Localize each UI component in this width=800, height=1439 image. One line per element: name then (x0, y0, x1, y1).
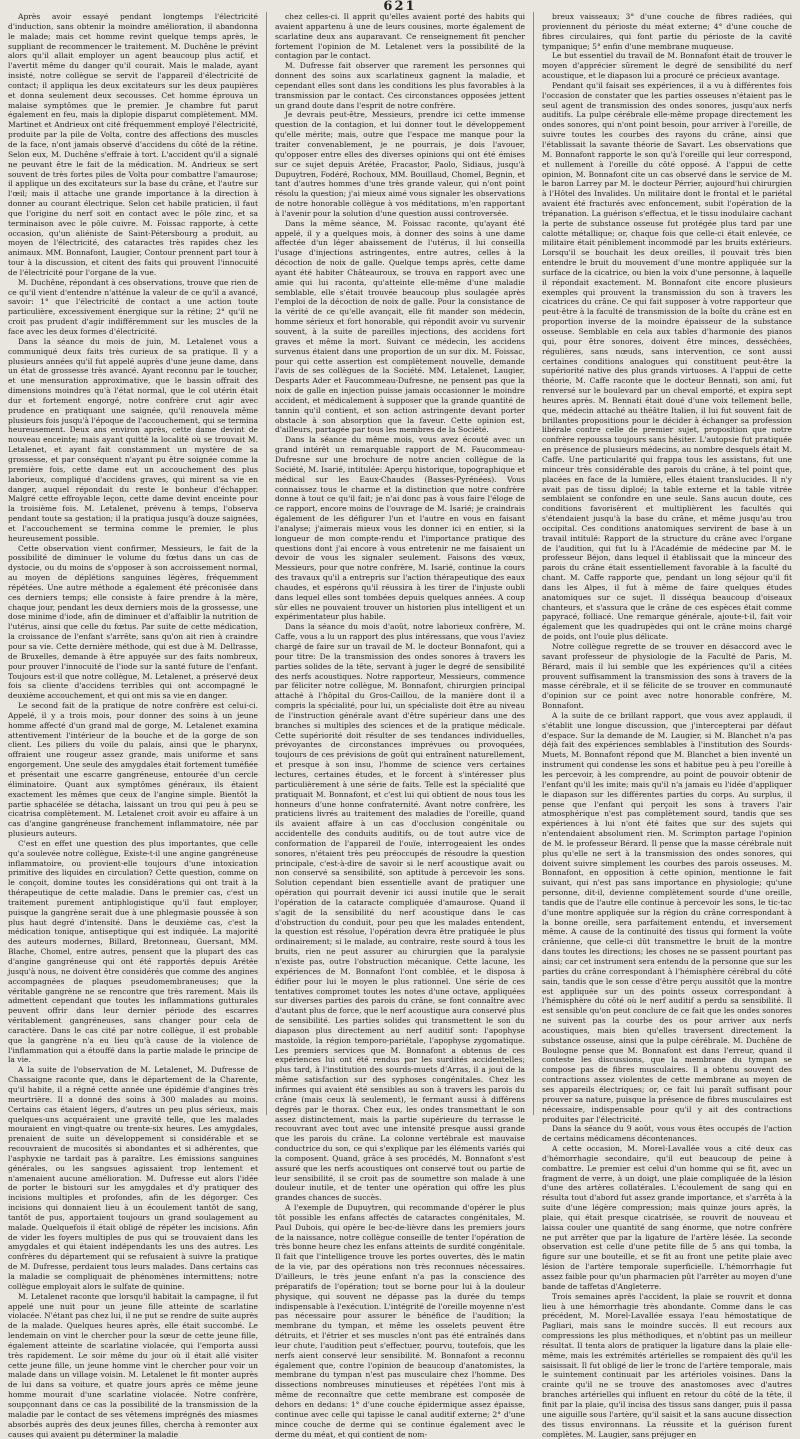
paragraph: Dans la même séance, M. Foissac raconte, qu'ayant été appelé, il y a quelques mois, à donner des soins à une dame affectée d'un léger abaissement de l'utérus, il lui conseilla l'usage d'injections astringentes, entre autres, celles à la décoction de noix de galle. Quelque temps après, cette dame ayant été habiter Châteauroux, se trouva en rapport avec une amie qui lui raconta, qu'atteinte elle-même d'une maladie semblable, elle s'était trouvée beaucoup plus soulagée après l'emploi de la décoction de noix de galle. Pour la consistance de la vérité de ce qu'elle avançait, elle fit mander son médecin, homme sérieux et fort honorable, qui répondit avoir vu survenir souvent, à la suite de pareilles injections, des accidens fort graves et même la mort. Suivant ce médecin, les accidens survenus étaient dans une proportion de un sur dix. M. Foissac, pour qui cette assertion est complètement nouvelle, demande l'avis de ses collègues de la Société. MM. Letalenet, Laugier, Desparts Ader et Faucommeau-Dufresne, ne pensent pas que la noix de galle en injection puisse jamais occasionner le moindre accident, et médicalement à supposer que la grande quantité de tannin qu'il contient, et son action astringente devant porter obstacle à son absorption que la faveur. Cette opinion est, d'ailleurs, partagée par tous les membres de la Société. (275, 218, 525, 435)
paragraph: C'est en effet une question des plus importantes, que celle qu'a soulevée notre collègue, Existe-t-il une angine gangréneuse inflammatoire, ou provient-elle toujours d'une intoxication primitive des liquides en circulation? Cette question, comme on le conçoit, domine toutes les considérations qui ont trait à la thérapeutique de cette maladie. Dans le premier cas, c'est un traitement purement antiphlogistique qu'il faut employer, puisque la gangrène serait due à une phlegmasie poussée à son plus haut degré d'intensité. Dans le deuxième cas, c'est la médication tonique, antiseptique qui est indiquée. La majorité des auteurs modernes, Billard, Bretonneau, Guersant, MM. Blache, Chomel, entre autres, pensent que la plupart des cas d'angine gangréneuse qui ont été rapportés depuis Arétée jusqu'à nous, ne doivent être considérés que comme des angines accompagnées de plaques pseudomembraneuses; que la véritable gangrène ne se rencontre que très rarement. Mais ils admettent cependant que toutes les inflammations gutturales peuvent offrir dans leur dernier période des escarres véritablement gangréneuses, sans changer pour cela de caractère. Dans le cas cité par notre collègue, il est probable que la gangrène n'a eu lieu qu'à cause de la violence de l'inflammation qui a étouffé dans la partie malade le principe de la vie. (8, 838, 258, 1065)
column-3 (542, 12, 793, 1439)
paragraph: Après avoir essayé pendant longtemps l'électricité d'induction, sans obtenir la moindre amélioration, il abandonna le malade; mais cet homme revint quelque temps après, le suppliant de recommencer le traitement. M. Duchêne le prévint alors qu'il allait employer un agent beaucoup plus actif, et l'avertit même du danger qu'il courait. Mais le malade, ayant insisté, notre collègue se servit de l'appareil d'électricité de contact; il appliqua les deux excitateurs sur les deux paupières et donna seulement deux secousses. Cet homme éprouva un malaise symptômes que le premier. Je chambre fut parut également en feu, mais la diplopie disparut complètement. MM. Martinet et Andrieux ont cité fréquemment employé l'électricité, produite par la pile de Volta, contre des affections des muscles de la face, n'ont jamais observé d'accidens du côté de la rétine. Selon eux, M. Duchêne s'effraie à tort. L'accident qu'il a signalé ne peuvant être le fait de la médication. M. Andrieux se sert souvent de très fortes piles de Volta pour combattre l'amaurose; il applique un des excitateurs sur la base du crâne, et l'autre sur l'œil; mais il attache une grande importance à la direction à donner au courant électrique. Selon cet habile praticien, il faut que l'origine du nerf soit en contact avec le pôle zinc, et sa terminaison avec le pôle cuivre. M. Foissac rapporte, à cette occasion, qu'un aliéniste de Saint-Pétersbourg a produit, au moyen de l'électricité, des cataractes très rapides chez les animaux. MM. Bonnafont, Laugier, Contour prennent part tour à tour à la discussion, et citent des faits qui prouvent l'innocuité de l'électricité pour l'organe de la vue. (8, 12, 258, 277)
paragraph: Dans la séance du même mois, vous avez écouté avec un grand intérêt un remarquable rapport de M. Faucommeau-Dufresne sur une brochure de notre ancien collègue de la Société, M. Isarié, intitulée: Aperçu historique, topographique et médical sur les Eaux-Chaudes (Basses-Pyrénées). Vous connaissez tous le charme et la distinction que notre confrère donne à tout ce qu'il fait; je n'ai donc pas à vous faire l'éloge de ce rapport, encore moins de l'ouvrage de M. Isarié; je craindrais également de les défigurer l'un et l'autre en vous en faisant l'analyse; j'aimerais mieux vous les donner ici en entier, si la longueur de mon compte-rendu et l'importance pratique des questions dont j'ai encore à vous entretenir ne me faisaient un devoir de vous les signaler seulement. Faisons des vœux, Messieurs, pour que notre confrère, M. Isarié, continue la cours des travaux qu'il a entrepris sur l'action thérapeutique des eaux chaudes, et espérons qu'il réussira à les tirer de l'injuste oubli dans lequel elles sont tombées depuis quelques années. A coup sûr elles ne pouvaient trouver un historien plus intelligent et un expérimentateur plus habile. (275, 435, 525, 622)
paragraph: Dans la séance du mois de juin, M. Letalenet vous a communiqué deux faits très curieux de sa pratique. Il y a plusieurs années qu'il fut appelé auprès d'une jeune dame, dans un état de grossesse très avancé. Ayant reconnu par le toucher, et une mensuration approximative, que le bassin offrait des dimensions moindres qu'à l'état normal, que le col utérin était dur et fortement engorgé, notre confrère crut agir avec prudence en pratiquant une saignée, qu'il renouvela même plusieurs fois jusqu'à l'époque de l'accouchement, qui se termina heureusement. Deux ans environ après, cette dame devint de nouveau enceinte; mais ayant quitté la localité où se trouvait M. Letalenet, et ayant fait constamment un mystère de sa grossesse, et par conséquent n'ayant pu être soignée comme la première fois, cette dame eut un accouchement des plus laborieux, compliqué d'accidens graves, qui mirent sa vie en danger, auquel répondait du reste le bonheur d'échapper. Malgré cette effroyable leçon, cette dame devint enceinte pour la troisième fois. M. Letalenet, prévenu à temps, l'observa pendant toute sa gestation; il la pratiqua jusqu'à douze saignées, et l'accouchement se termina comme le premier, le plus heureusement possible. (8, 336, 258, 543)
text-columns (8, 12, 793, 1439)
paragraph: M. Dufresse fait observer que rarement les personnes qui donnent des soins aux scarlatineux gagnent la maladie, et cependant elles sont dans les conditions les plus favorables à la transmission par le contact. Ces circonstances opposées jettent un grand doute dans l'esprit de notre confrère. (275, 61, 525, 110)
paragraph: Je devrais peut-être, Messieurs, prendre ici cette immense question de la contagion, et lui donner tout le développement qu'elle mérite; mais, outre que l'espace me manque pour la traiter convenablement, je ne pourrais, je dois l'avouer, qu'opposer entre elles des diverses opinions qui ont été émises sur ce sujet depuis Arétée, Fracastor, Paolo, Sidiaus, jusqu'à Dupuytren, Fodéré, Rochoux, MM. Bouillaud, Chomel, Begnin, et tant d'autres hommes d'une très grande valeur, qui n'ont point résolu la question; j'ai mieux aimé vous signaler les observations de notre honorable collègue à vos méditations, m'en rapportant à l'avenir pour la solution d'une question aussi controversée. (275, 110, 525, 218)
paragraph: Dans la séance du 9 août, vous vous êtes occupés de l'action de certains médicamens décontenances. (542, 1124, 792, 1144)
paragraph: A l'exemple de Dupuytren, qui recommande d'opérer le plus tôt possible les enfans affectés de cataractes congénitales, M. Paul Dubois, qui opère le bec-de-lièvre dans les premiers jours de la naissance, notre collègue conseille de tenter l'opération de très bonne heure chez les enfans atteints de surdité congénitale. Il fait que l'intelligence trouve les portes ouvertes, dès le matin de la vie, par des opérations non très reconnues nécessaires. D'ailleurs, le très jeune enfant n'a pas la conscience des préparatifs de l'opération; tout se borne pour lui à la douleur physique, qui souvent ne dépasse pas la durée du temps indispensable à l'exécution. L'intégrité de l'oreille moyenne n'est pas nécessaire pour assurer le bénéfice de l'audition; la membrane du tympan, et même les osselets peuvent être détruits, et l'étrier et ses muscles n'ont pas été entraînés dans leur chute, l'audition peut s'effectuer, pourvu, toutefois, que les nerfs aient conservé leur sensibilité. M. Bonnafont a reconnu également que, contre l'opinion de beaucoup d'anatomistes, la membrane du tympan n'est pas musculaire chez l'homme. Des dissections nombreuses minutieuses et répétées l'ont mis à même de reconnaître que cette membrane est composée de dehors en dedans: 1° d'une couche épidermique assez épaisse, continue avec celle qui tapisse le canal auditif externe; 2° d'une mince couche de derme qui se continue également avec le derme du méat, et qui contient de nom- (275, 1203, 525, 1439)
paragraph: Trois semaines après l'accident, la plaie se rouvrit et donna lieu à une hémorrhagie très abondante. Comme dans le cas précédent, M. Morel-Lavallée essaya l'eau hémostatique de Pagliari, mais sans le moindre succès. Il eut recours aux compressions les plus méthodiques, et n'obtint pas un meilleur résultat. Il tenta alors de pratiquer la ligature dans la plaie elle-même, mais les extrémités artérielles se rompaient dès qu'il les saisissait. Il fut obligé de lier le tronc de l'artère temporale, mais le suintement continuait par les artérioles voisines. Dans la crainte qu'il ne se trouve des anastomoses avec d'autres branches artérielles qui influent en retour du côté de la tête, il finit par la plaie, qu'il incisa des tissus sans danger, puis il passa une aiguille sous l'artère, qu'il saisit et la sans aucune dissection des tissus environnans. La réussite et la guérison furent complètes. M. Laugier, sans préjuger en (542, 1291, 792, 1439)
column-divider (266, 12, 267, 1115)
paragraph: M. Duchêne, répondant à ces observations, trouve que rien de ce qu'il vient d'entendre n'atténue la valeur de ce qu'il a avancé, savoir: 1° que l'électricité de contact a une action toute particulière, excessivement énergique sur la rétine; 2° qu'il ne croit pas prudent d'agir indifféremment sur les muscles de la face avec les deux formes d'électricité. (8, 277, 258, 336)
column-2 (275, 12, 525, 1439)
page-number: 621 (383, 0, 417, 14)
paragraph: M. Letalenet raconte que lorsqu'il habitait la campagne, il fut appelé une nuit pour un jeune fille atteinte de scarlatine violacée. N'étant pas chez lui, il ne put se rendre de suite auprès de la malade. Quelques heures après, elle était succombé. Le lendemain on vint le chercher pour la sœur de cette jeune fille, également atteinte de scarlatine violacée, qui l'emporta aussi très rapidement. Le soir même du jour où il était allé visiter cette jeune fille, un jeune homme vint le chercher pour voir un malade dans un village voisin. M. Letalenet le fit monter auprès de lui dans sa voiture, et quatre jours après ce même jeune homme mourait d'une scarlatine violacée. Notre confrère, soupçonnant dans ce cas la possibilité de la transmission de la maladie par le contact de ses vêtemens imprégnés des miasmes absorbés auprès des deux jeunes filles, chercha à remonter aux causes qui avaient pu déterminer la maladie (8, 1291, 258, 1439)
column-1 (8, 12, 258, 1439)
paragraph: Cette observation vient confirmer, Messieurs, le fait de la possibilité de diminuer le volume du fœtus dans un cas de dystocie, ou du moins de s'opposer à son accroissement normal, au moyen de déplétions sanguines légères, fréquemment répétées. Une autre méthode a également été préconisée dans ces derniers temps; elle consiste à faire prendre à la mère, chaque jour, pendant les deux derniers mois de la grossesse, une dose minime d'iode, afin de diminuer et d'affaiblir la nutrition de l'utérus, ainsi que celle du fœtus. Par suite de cette médication, la croissance de l'enfant s'arrête, sans qu'on ait rien à craindre pour sa vie. Cette dernière méthode, qui est due à M. Dellrasse, de Bruxelles, demande à être appuyée sur des faits nombreux, pour prouver l'innocuité de l'iode sur la santé future de l'enfant. Toujours est-il que notre collègue, M. Letalenet, a préservé deux fois sa cliente d'accidens terribles qui ont accompagné le deuxième accouchement, et qui ont mis sa vie en danger. (8, 543, 258, 701)
paragraph: Le second fait de la pratique de notre confrère est celui-ci. Appelé, il y a trois mois, pour donner des soins à un jeune homme affecté d'un grand mal de gorge, M. Letalenet examina attentivement l'intérieur de la bouche et de la gorge de son client. Les piliers du voile du palais, ainsi que le pharynx, offraient une rougeur assez grande, mais uniforme et sans engorgement. Une seule des amygdales était fortement tuméfiée et présentait une escarre gangréneuse, entourée d'un cercle éliminatoire. Quant aux symptômes généraux, ils étaient exactement les mêmes que ceux de l'angine simple. Bientôt la partie sphacélée se détacha, laissant un trou qui peu à peu se cicatrisa complètement. M. Letalenet croit avoir eu affaire à un cas d'angine gangréneuse franchement inflammatoire, née par plusieurs auteurs. (8, 701, 258, 839)
column-divider (533, 12, 534, 1115)
paragraph: A la suite de l'observation de M. Letalenet, M. Dufresse de Chassaigne raconte que, dans le département de la Charente, qu'il habite, il a régné cette année une épidémie d'angines très meurtrière. Il a donné des soins à 300 malades au moins. Certains cas étaient légers, d'autres un peu plus sérieux, mais quelques-uns acquéraient une gravité telle, que les malades mouraient en vingt-quatre ou trente-six heures. Les amygdales, prenaient de suite un développement si considérable et se recouvraient de mucosités si abondantes et si adhérentes, que l'asphyxie ne tardait pas à paraître. Les émissions sanguines générales, ou les sangsues agissaient trop lentement et n'amenaient aucune amélioration. M. Dufresse eut alors l'idée de porter le bistouri sur les amygdales et d'y pratiquer des incisions multiples et profondes, afin de les dégorger. Ces incisions qui donnaient lieu à un écoulement tantôt de sang, tantôt de pus, apportaient toujours un grand soulagement au malade. Quelquefois il était obligé de répéter les incisions. Afin de vider les foyers multiples de pus qui se trouvaient dans les amygdales et qui étaient indépendants les uns des autres. Les confrères du département qui se refusaient à suivre la pratique de M. Dufresse, perdaient tous leurs malades. Dans certains cas la maladie se compliquait de phénomènes intermittens; notre collègue employait alors le sulfate de quinine. (8, 1065, 258, 1291)
paragraph: chez celles-ci. Il apprit qu'elles avaient porté des habits qui avaient appartenu à une de leurs cousines, morte également de scarlatine deux ans auparavant. Ce renseignement fit pencher fortement l'opinion de M. Letalenet vers la possibilité de la contagion par le contact. (275, 12, 525, 61)
paragraph: Le but essentiel du travail de M. Bonnafont était de trouver le moyen d'apprécier sûrement le degré de sensibilité du nerf acoustique, et le diapason lui a procuré ce précieux avantage. (542, 51, 792, 81)
paragraph: A cette occasion, M. Morel-Lavallée vous a cité deux cas d'hémorrhagie secondaire, qu'il eut beaucoup de peine à combattre. Le premier est celui d'un homme qui se fit, avec un fragment de verre, à un doigt, une plaie compliquée de la lésion d'une des artères collatérales. L'écoulement de sang qui en résulta tout d'abord fut assez grande importance, et s'arrêta à la suite d'une légère compression; mais quinze jours après, la plaie, qui était presque cicatrisée, se rouvrit de nouveau et laissa couler une quantité de sang énorme, que notre confrère ne put arrêter que par la ligature de l'artère lésée. La seconde observation est celle d'une petite fille de 5 ans qui tomba, la figure sur une bouteille, et se fit au front une petite plaie avec lésion de l'artère temporale superficielle. L'hémorrhagie fut assez faible pour qu'un pharmacien pût l'arrêter au moyen d'une bande de taffetas d'Angleterre. (542, 1144, 792, 1291)
paragraph: Pendant qu'il faisait ses expériences, il a vu à différentes fois l'occasion de constater que les parties osseuses n'étaient pas le seul agent de transmission des ondes sonores, jusqu'aux nerfs auditifs. La pulpe cérébrale elle-même propage directement les ondes sonores, qui n'ont point besoin, pour arriver à l'oreille, de suivre toutes les courbes des rayons du crâne, ainsi que l'établissait la savante théorie de Savart. Les observations que M. Bonnafont rapporte le son qu'à l'oreille qui leur correspond, et nullement à l'oreille du côté opposé. A l'appui de cette opinion, M. Bonnafont cite un cas observé dans le service de M. le baron Larrey par M. le docteur Pérrier, aujourd'hui chirurgien à l'Hôtel des Invalides. Un militaire dont le frontal et le pariétal avaient été fracturés avec enfoncement, subit l'opération de la trépanation. La guérison s'effectua, et le tissu inodulaire cachant la perte de substance osseuse fut protégée plus tard par une calotte métallique; or, chaque fois que celle-ci était enlevée, ce militaire était péniblement incommodé par les bruits extérieurs. Lorsqu'il se bouchait les deux oreilles, il pouvait très bien entendre le bruit du mouvement d'une montre appliquée sur la surface de la cicatrice, ou bien la voix d'une personne, à laquelle il répondait exactement. M. Bonnafont cite encore plusieurs exemples qui prouvent la transmission du son à travers les cicatrices du crâne. Ce qui fait supposer à votre rapporteur que peut-être à la faculté de transmission de la boîte du crâne est en proportion inverse de la moindre épaisseur de la substance osseuse. Semblable en cela aux tables d'harmonie des pianos qui, pour être sonores, doivent être minces, desséchées, régulières, sans nœuds, sans intervention, ce sont aussi certaines conditions analogues qui constituent peut-être la supériorité native des plus grands virtuoses. A l'appui de cette théorie, M. Caffe raconte que le docteur Bennati, son ami, fut renversé sur le boulevard par un cheval emporté, et expira sept heures après. M. Bennati était doué d'une voix tellement belle, que, médecin attaché au théâtre Italien, il lui fut souvent fait de brillantes propositions pour le décider à échanger sa profession libérale contre celle de premier sujet, proposition que notre confrère repoussa toujours sans hésiter. L'autopsie fut pratiquée en présence de plusieurs médecins, au nombre desquels était M. Caffe. Une particularité qui frappa tous les assistans, fut une minceur très considérable des parois du crâne, à tel point que, placées en face de la lumière, elles étaient translucides. Il n'y avait pas de tissu diploé; la table externe et la table vitrée semblaient se confondre en une seule. Sans aucun doute, ces conditions favorisèrent et multiplièrent les facultés qui s'étendaient jusqu'à la base du crâne, et même jusqu'au trou occipital. Ces conditions anatomiques servirent de base à un travail intitulé: Rapport de la structure du crâne avec l'organe de l'audition, qui fut lu à l'Académie de médecine par M. le professeur Béjon, dans lequel il établissait que la minceur des parois du crâne était essentiellement favorable à la faculté du chant. M. Caffe rapporte que, pendant un long séjour qu'il fit dans les Alpes, il fut à même de faire quelques études anatomiques sur ce sujet. Il disséqua beaucoup d'oiseaux chanteurs, et s'assura que le crâne de ces espèces était comme papyracé, folliacé. Une remarque générale, ajoute-t-il, fait voir également que les quadrupèdes qui ont le crâne moins chargé de poids, ont l'ouïe plus délicate. (542, 80, 793, 642)
paragraph: Dans la séance du mois d'août, notre laborieux confrère, M. Caffe, vous a lu un rapport des plus intéressans, que vous l'aviez chargé de faire sur un travail de M. le docteur Bonnafont, qui a pour titre: De la transmission des ondes sonores à travers les parties solides de la tête, servant à juger le degré de sensibilité des nerfs acoustiques. Notre rapporteur, Messieurs, commence par féliciter notre collègue, M. Bonnafont, chirurgien principal attaché à l'hôpital du Gros-Caillou, de la manière dont il a compris la spécialité, pour lui, un spécialiste doit être au niveau de l'instruction générale avant d'être supérieur dans une des branches si multiples des sciences et de la pratique médicale. Cette supériorité doit résulter de ses tendances individuelles, prévoyantes de circonstances imprévues ou provoquées, toujours de ces prévisions de goût qui entraînent naturellement, et presque à son insu, l'homme de science vers certaines lectures, certaines études, et le forcent à s'intéresser plus particulièrement à une série de faits. Telle est la spécialité que pratiquait M. Bonnafont, et c'est lui qui obtient de nous tous les honneurs d'une honne confraternité. Avant notre confrère, les praticiens livrés au traitement des maladies de l'oreille, quand ils avaient affaire à un cas d'occlusion congénitale ou accidentelle des conduits auditifs, ou de tout autre vice de conformation de l'appareil de l'ouïe, interrogeaient les ondes sonores, n'étaient très peu préoccupés de résoudre la question principale, c'est-à-dire de savoir si le nerf acoustique avait ou non conservé sa sensibilité, son aptitude à percevoir les sons. Solution cependant bien essentielle avant de pratiquer une opération qui pourrait devenir ici aussi inutile que le serait l'opération de la cataracte compliquée d'amaurose. Quand il s'agit de la sensibilité du nerf acoustique dans le cas d'obstruction du conduit, pour peu que les malades entendent, la question est résolue, l'opération devra être pratiquée le plus ordinairement; si le malade, au contraire, reste sourd à tous les bruits, rien ne peut assurer au chirurgien que la paralysie n'existe pas, outre l'obstruction mécanique. Cette lacune, les expériences de M. Bonnafont l'ont comblée, et le disposa à édifier pour lui le moyen le plus rationnel. Une série de ces tentatives compromet toutes les notes d'une octave, appliquées sur diverses parties des parois du crâne, se font connaître avec d'autant plus de force, que le nerf acoustique aura conservé plus de sensibilité. Les parties solides qui transmettent le son du diapason plus directement au nerf auditif sont: l'apophyse mastoïde, la région temporo-pariétale, l'apophyse zygomatique. Les premiers services que M. Bonnafont a obtenus de ces expériences lui ont été rendus par les surdités accidentelles; plus tard, à l'institution des sourds-muets d'Arras, il a joui de la même satisfaction sur des syphoses congénitales. Chez les infirmes qui avaient été sensibles au son à travers les parois du crâne (mais ceux là seulement), le fermant aussi à différens degrés par le thorax. Chez eux, les ondes transmettant le son assez distinctement, mais la partie supérieure du terrasse le recouvrant avec tout avec une intensité presque aussi grande que les parois du crâne. La colonne vertébrale est mauvaise conductrice du son, ce qui s'explique par les éléments variés qui la composent. Quand, grâce à ses procédés, M. Bonnafont s'est assuré que les nerfs acoustiques ont conservé tout ou partie de leur sensibilité, il se croit pas de soumettre son malade à une douleur inutile, et de tenter une opération qui offre les plus grandes chances de succès. (275, 622, 525, 1203)
paragraph: breux vaisseaux; 3° d'une couche de fibres radiées, qui proviennent du périoste du méat externe; 4° d'une couche de fibres circulaires, qui font partie du périoste de la cavité tympanique; 5° enfin d'une membrane muqueuse. (542, 12, 792, 51)
paragraph: A la suite de ce brillant rapport, que vous avez applaudi, il s'établit une longue discussion, que j'intercepterai par défaut d'espace. Sur la demande de M. Laugier, si M. Blanchet n'a pas déjà fait des expériences semblables à l'institution des Sourds-Muets, M. Bonnafont répond que M. Blanchet a bien inventé un instrument qui condense les sons et habitue peu à peu l'oreille à les percevoir, à les comprendre, au point de pouvoir obtenir de l'enfant qu'il les imite; mais qu'il n'a jamais eu l'idée d'appliquer le diapason sur les différentes parties du corps. Au surplus, il pense que l'enfant qui perçoit les sons à travers l'air atmosphérique n'est pas complètement sourd, tandis que ses expériences à lui n'ont été faites que sur des sujets qui n'entendaient absolument rien. M. Scrimpton partage l'opinion de M. le professeur Bérard. Il pense que la masse cérébrale nuit plus qu'elle ne sert à la transmission des ondes sonores, qui doivent suivre simplement les courbes des parois osseuses. M. Bonnafont, en opposition à cette opinion, mentionne le fait suivant, qui n'est pas sans importance en physiologie; qu'une personne, dit-il, devienne complètement sourde d'une oreille, tandis que de l'autre elle continue à percevoir les sons, le tic-tac d'une montre appliquée sur la région du crâne correspondant à la bonne oreille, sera parfaitement entendu, et inversement même. A cause de la continuité des tissus qui forment la voûte crânienne, que celle-ci dût transmettre le bruit de la montre dans toutes les directions; les choses ne se passent pourtant pas ainsi; car cet instrument sera entendu de la personne que sur les parties du crâne correspondant à l'hémisphère cérébral du côté sain, tandis que le son cesse d'être perçu aussitôt que la montre est appliquée sur un des points osseux correspondant à l'hémisphère du côté où le nerf auditif a perdu sa sensibilité. Il est sensible qu'on peut conclure de ce fait que les ondes sonores ne suivent pas la courbe des os pour arriver aux nerfs acoustiques, mais bien qu'elles traversent directement la substance osseuse, ainsi que la pulpe cérébrale. M. Duchêne de Boulogne pense que M. Bonnafont est dans l'erreur, quand il conteste les discussions, que la membrane du tympan se compose pas de fibres musculaires. Il a obtenu souvent des contractions assez violentes de cette membrane au moyen de ses appareils électriques; or, ce fait lui paraît suffisant pour prouver sa nature, puisque la présence de fibres musculaires est nécessaire, indispensable pour qu'il y ait des contractions produites par l'électricité. (542, 710, 793, 1124)
paragraph: Notre collègue regrette de se trouver en désaccord avec le savant professeur de physiologie de la Faculté de Paris, M. Bérard, mais il lui semble que les expériences qu'il a citées prouvent suffisamment la transmission des sons à travers de la masse cérébrale, et il se félicite de se trouver en communauté d'opinion sur ce point avec notre honorable confrère, M. Bonnafont. (542, 642, 792, 711)
